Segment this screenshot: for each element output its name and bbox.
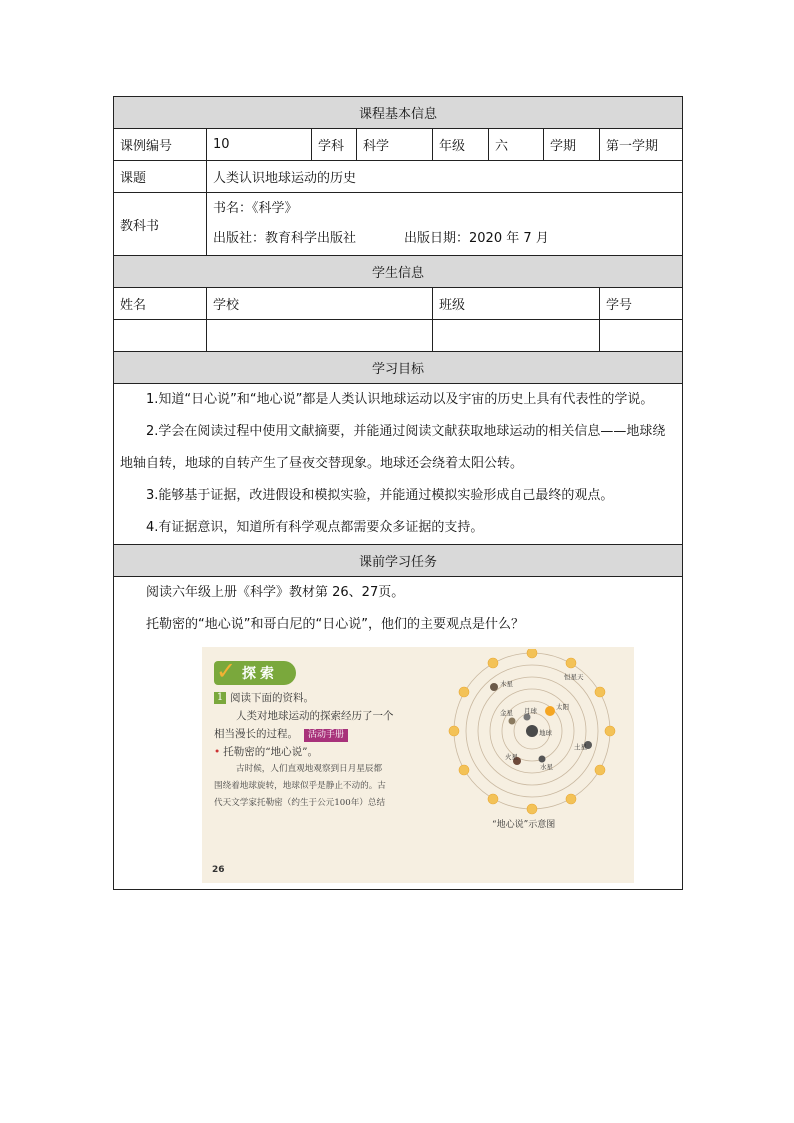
topic-value: 人类认识地球运动的历史 — [207, 161, 683, 193]
id-label: 学号 — [600, 288, 683, 320]
subject-label: 学科 — [312, 129, 357, 161]
objective-item: 2.学会在阅读过程中使用文献摘要，并能通过阅读文献获取地球运动的相关信息——地球绕地轴自转，地球的自转产生了昼夜交替现象。地球还会绕着太阳公转。 — [120, 424, 666, 471]
pre-tasks-content — [114, 577, 683, 890]
task-item: 托勒密的“地心说”和哥白尼的“日心说”，他们的主要观点是什么？ — [146, 617, 524, 632]
name-input[interactable] — [114, 320, 207, 352]
class-label: 班级 — [433, 288, 600, 320]
label-heavens: 恒星天 — [564, 673, 584, 681]
section-objectives: 学习目标 — [114, 352, 683, 384]
case-no-label: 课例编号 — [114, 129, 207, 161]
objective-item: 3.能够基于证据，改进假设和模拟实验，并能通过模拟实验形成自己最终的观点。 — [146, 488, 614, 503]
label-sun: 太阳 — [556, 703, 569, 711]
section-student-info: 学生信息 — [114, 256, 683, 288]
textbook-image — [202, 647, 634, 883]
label-saturn: 土星 — [574, 743, 587, 751]
step-row: 1 阅读下面的资料。 — [214, 689, 434, 707]
label-earth: 地球 — [539, 729, 552, 737]
grade-value: 六 — [489, 129, 544, 161]
geocentric-diagram — [442, 649, 632, 845]
label-mars: 火星 — [505, 753, 518, 761]
school-input[interactable] — [207, 320, 433, 352]
bullet-row: • 托勒密的“地心说”。 — [214, 746, 318, 758]
objective-item: 1.知道“日心说”和“地心说”都是人类认识地球运动以及宇宙的历史上具有代表性的学说。 — [146, 392, 654, 407]
section-course-info: 课程基本信息 — [114, 97, 683, 129]
explore-icon: ✓ — [216, 657, 237, 685]
mercury-icon — [539, 756, 546, 763]
page-number: 26 — [212, 865, 225, 875]
label-mercury: 水星 — [540, 763, 553, 771]
label-jupiter: 木星 — [500, 680, 513, 688]
id-input[interactable] — [600, 320, 683, 352]
term-label: 学期 — [544, 129, 600, 161]
publisher: 出版社：教育科学出版社 — [213, 231, 357, 246]
subject-value: 科学 — [357, 129, 433, 161]
earth-icon — [526, 725, 538, 737]
label-venus: 金星 — [500, 709, 513, 717]
section-pre-tasks: 课前学习任务 — [114, 545, 683, 577]
topic-label: 课题 — [114, 161, 207, 193]
school-label: 学校 — [207, 288, 433, 320]
name-label: 姓名 — [114, 288, 207, 320]
textbook-info — [207, 193, 683, 256]
pub-date: 出版日期：2020 年 7 月 — [404, 231, 549, 246]
objectives-list — [114, 384, 683, 545]
textbook-label: 教科书 — [114, 193, 207, 256]
intro-row: 相当漫长的过程。 活动手册 — [214, 725, 434, 743]
case-no-value: 10 — [207, 129, 312, 161]
diagram-caption: “地心说”示意图 — [492, 820, 556, 830]
textbook-text: ✓ 探索 1 阅读下面的资料。 人类对地球运动的探索经历了一个 相当漫长的过程。 活动手册 • 托勒密的“地心说”。 古时候，人们直观地观察到日月星辰都 围绕着地球旋转，地球似乎是静止不动的。古 代天文学家托勒密（约生于公元100年）总结 — [214, 661, 434, 812]
book-name: 书名：《科学》 — [213, 201, 298, 216]
publisher-line — [213, 224, 676, 254]
objective-item: 4.有证据意识，知道所有科学观点都需要众多证据的支持。 — [146, 520, 484, 535]
task-item: 阅读六年级上册《科学》教材第 26、27页。 — [146, 585, 405, 600]
course-sheet — [113, 96, 683, 890]
sun-icon — [545, 706, 555, 716]
class-input[interactable] — [433, 320, 600, 352]
grade-label: 年级 — [433, 129, 489, 161]
term-value: 第一学期 — [600, 129, 683, 161]
activity-manual-tag: 活动手册 — [304, 729, 348, 742]
label-moon: 月球 — [524, 707, 537, 715]
jupiter-icon — [490, 683, 498, 691]
explore-badge: ✓ 探索 — [214, 661, 434, 689]
venus-icon — [509, 718, 516, 725]
